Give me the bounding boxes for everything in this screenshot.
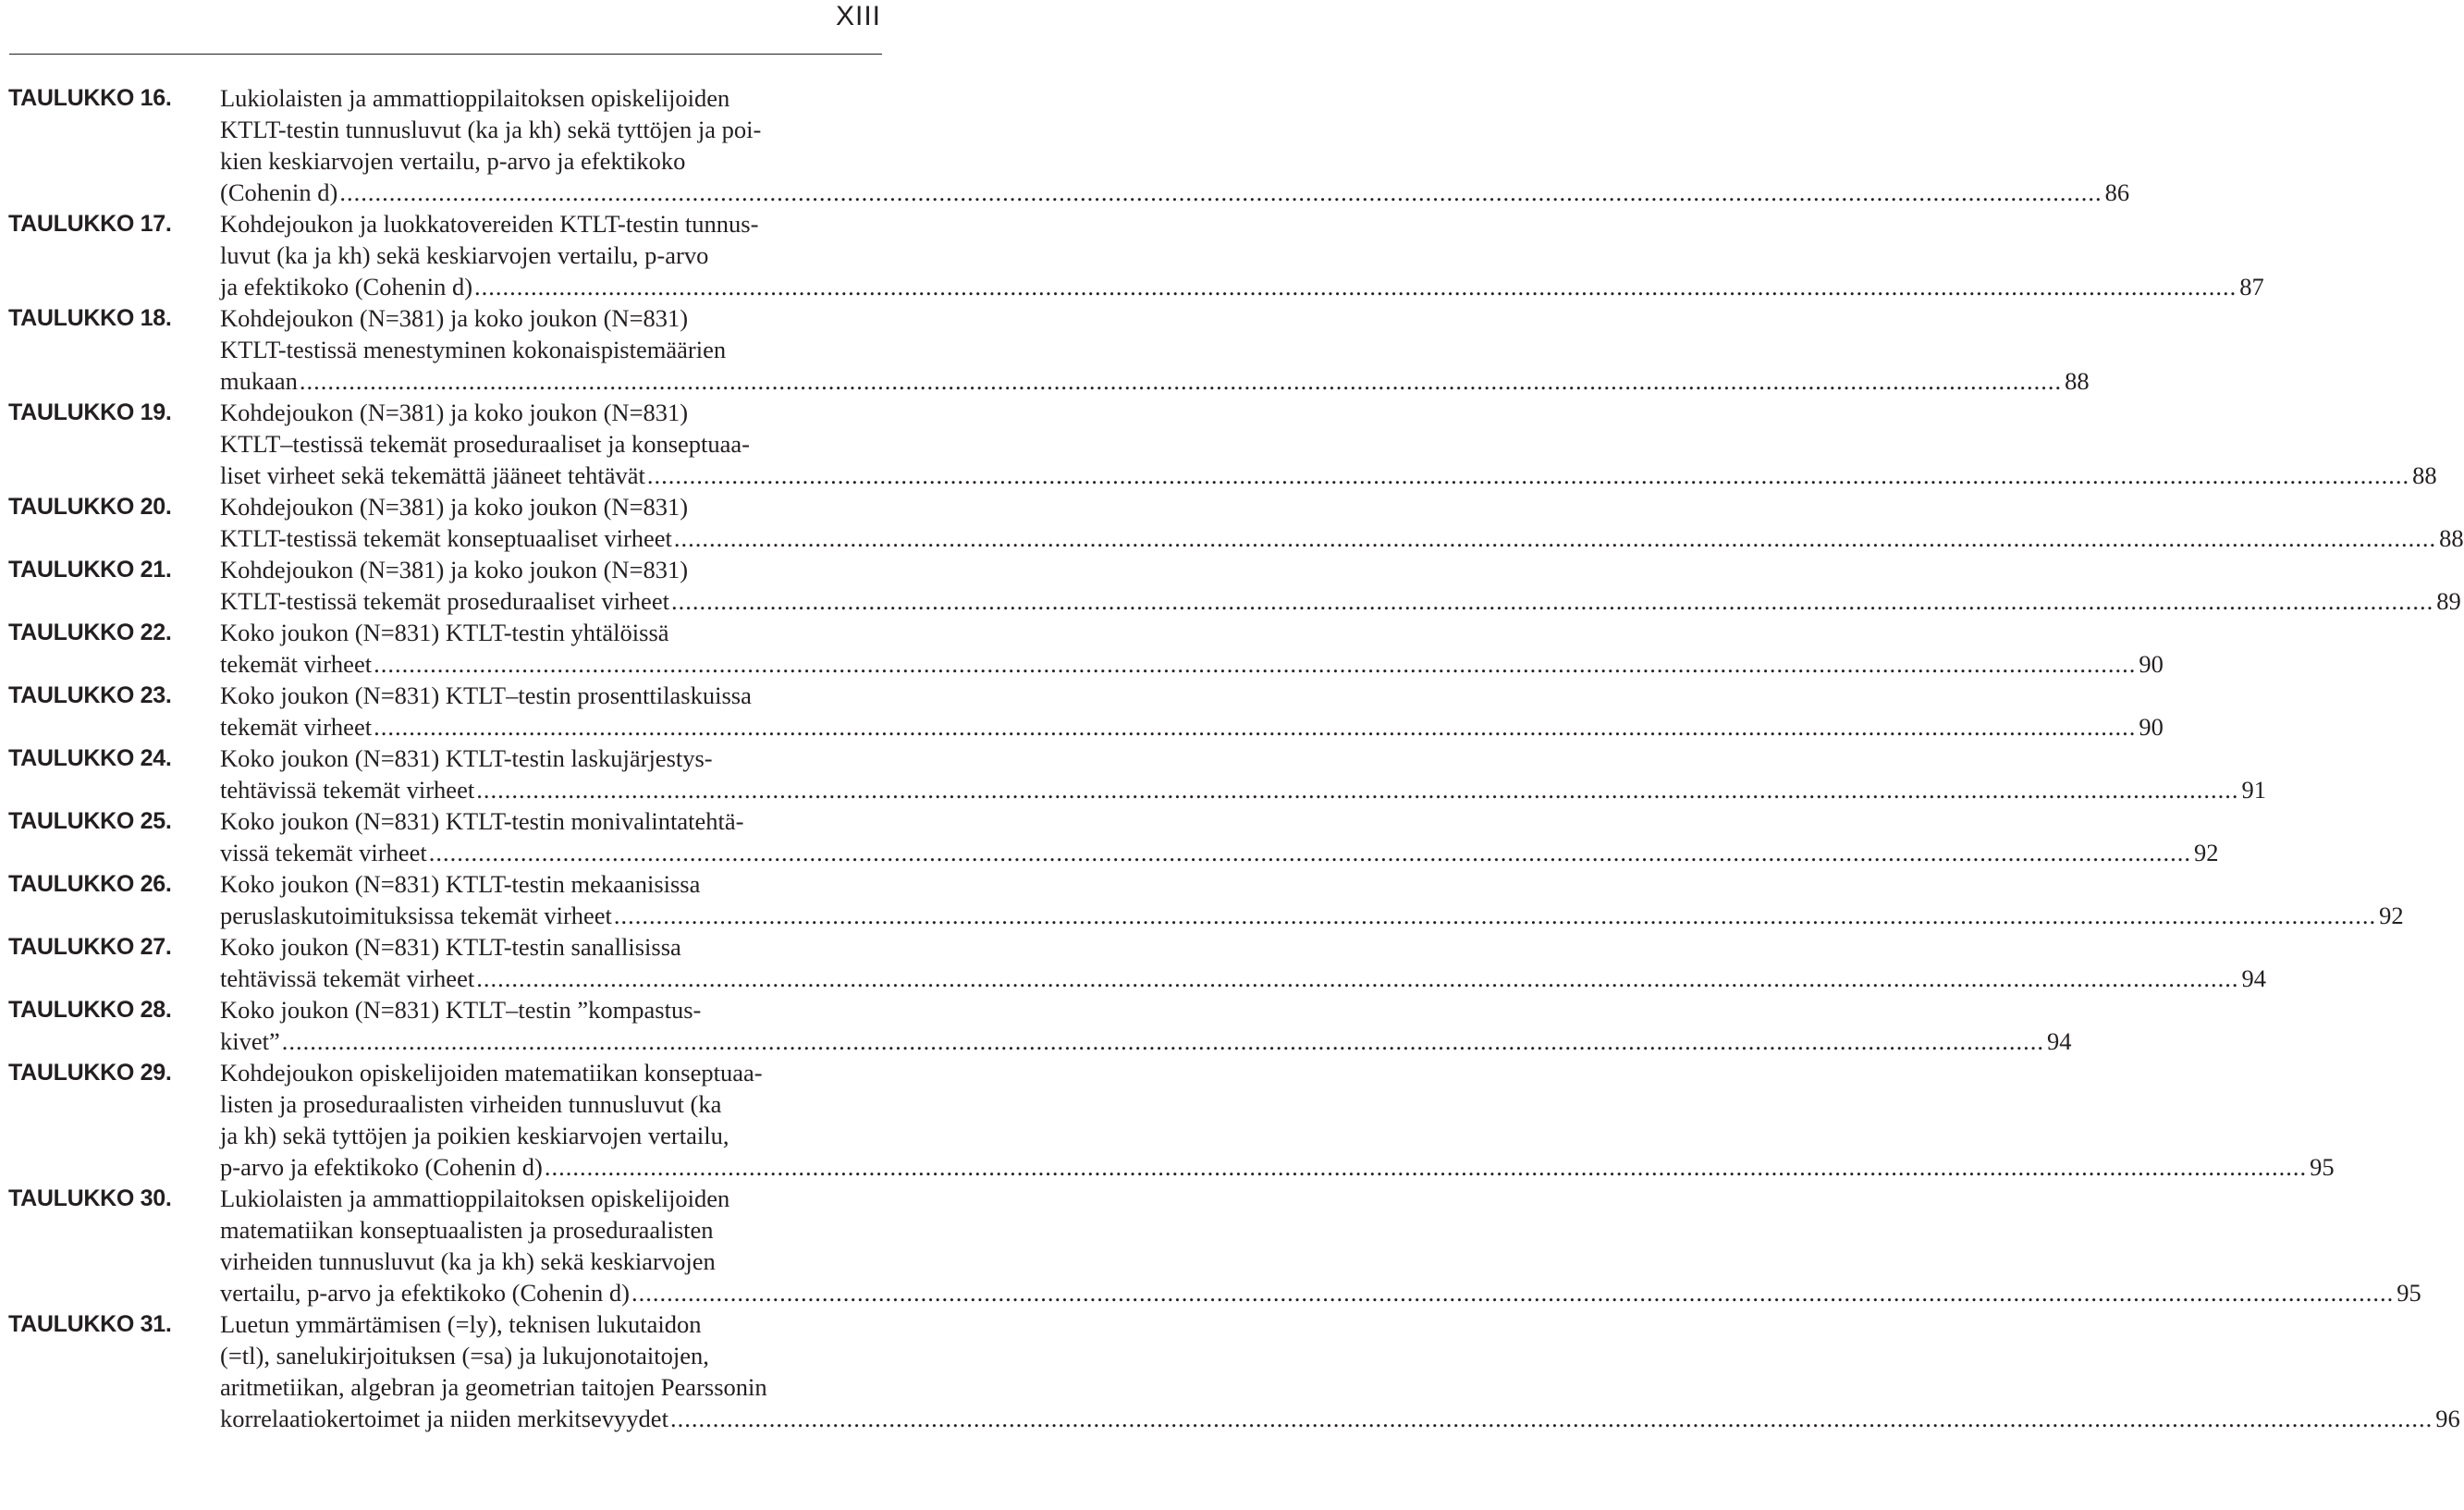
toc-entry: [8, 491, 2464, 554]
caption-text: virheiden tunnusluvut (ka ja kh) sekä keskiarvojen: [220, 1247, 716, 1275]
caption-line: [220, 1277, 2421, 1308]
caption-line: [220, 1183, 2421, 1214]
caption-text: Kohdejoukon ja luokkatovereiden KTLT-testin tunnus-: [220, 210, 759, 238]
caption-line: [220, 1214, 2421, 1246]
table-label: TAULUKKO 24.: [8, 745, 172, 771]
toc-entry: [8, 1308, 2460, 1434]
caption-text: peruslaskutoimituksissa tekemät virheet: [220, 902, 612, 929]
caption-text: aritmetiikan, algebran ja geometrian taitojen Pearssonin: [220, 1373, 767, 1401]
caption-text: p-arvo ja efektikoko (Cohenin d): [220, 1153, 543, 1181]
table-caption: [220, 617, 2164, 680]
header-rule: [9, 54, 882, 55]
toc-entry: [8, 1183, 2421, 1308]
caption-line: [220, 1246, 2421, 1277]
caption-line: [220, 271, 2264, 302]
caption-text: listen ja proseduraalisten virheiden tunnusluvut (ka: [220, 1090, 722, 1118]
table-label: TAULUKKO 17.: [8, 211, 172, 237]
caption-line: [220, 177, 2129, 208]
caption-text: Koko joukon (N=831) KTLT-testin monivalintatehtä-: [220, 807, 744, 835]
toc-entry: [8, 617, 2164, 680]
caption-text: liset virheet sekä tekemättä jääneet tehtävät: [220, 461, 645, 489]
table-label: TAULUKKO 28.: [8, 997, 172, 1023]
caption-line: [220, 711, 2164, 743]
caption-line: [220, 460, 2437, 491]
caption-line: [220, 900, 2404, 931]
table-label: TAULUKKO 18.: [8, 305, 172, 331]
dot-leader: [476, 774, 2238, 805]
page-ref: 88: [2065, 367, 2090, 395]
caption-text: korrelaatiokertoimet ja niiden merkitsevyydet: [220, 1405, 668, 1432]
table-label: TAULUKKO 25.: [8, 808, 172, 834]
table-label: TAULUKKO 23.: [8, 682, 172, 708]
caption-text: Koko joukon (N=831) KTLT-testin yhtälöissä: [220, 619, 669, 646]
table-caption: [220, 302, 2090, 397]
caption-line: [220, 868, 2404, 900]
table-caption: [220, 994, 2072, 1057]
caption-line: [220, 145, 2129, 177]
table-caption: [220, 1057, 2335, 1183]
caption-text: Koko joukon (N=831) KTLT–testin prosenttilaskuissa: [220, 681, 752, 709]
caption-line: [220, 1151, 2335, 1183]
table-caption: [220, 1183, 2421, 1308]
caption-line: [220, 208, 2264, 239]
caption-line: [220, 1025, 2072, 1057]
caption-text: tehtävissä tekemät virheet: [220, 776, 475, 804]
table-caption: [220, 208, 2264, 302]
table-caption: [220, 868, 2404, 931]
table-caption: [220, 805, 2218, 868]
caption-text: KTLT-testin tunnusluvut (ka ja kh) sekä tyttöjen ja poi-: [220, 116, 762, 143]
table-label: TAULUKKO 31.: [8, 1311, 172, 1337]
caption-line: [220, 994, 2072, 1025]
table-label: TAULUKKO 26.: [8, 871, 172, 897]
caption-text: kien keskiarvojen vertailu, p-arvo ja efektikoko: [220, 147, 686, 175]
table-caption: [220, 1308, 2460, 1434]
caption-line: [220, 837, 2218, 868]
dot-leader: [476, 963, 2238, 994]
caption-line: [220, 1403, 2460, 1434]
caption-line: [220, 1057, 2335, 1088]
caption-text: kivet”: [220, 1027, 280, 1055]
caption-line: [220, 82, 2129, 114]
caption-line: [220, 1308, 2460, 1340]
toc-entry: [8, 208, 2264, 302]
page-ref: 91: [2241, 776, 2266, 804]
table-caption: [220, 554, 2461, 617]
caption-text: Kohdejoukon (N=381) ja koko joukon (N=831): [220, 399, 689, 426]
page-ref: 89: [2436, 587, 2461, 615]
toc-entry: [8, 302, 2090, 397]
dot-leader: [300, 365, 2062, 397]
caption-text: Lukiolaisten ja ammattioppilaitoksen opiskelijoiden: [220, 84, 730, 112]
caption-line: [220, 617, 2164, 648]
caption-line: [220, 1120, 2335, 1151]
caption-line: [220, 1371, 2460, 1403]
page-ref: 96: [2435, 1405, 2460, 1432]
caption-line: [220, 491, 2464, 522]
dot-leader: [614, 900, 2376, 931]
dot-leader: [631, 1277, 2394, 1308]
table-label: TAULUKKO 21.: [8, 557, 172, 583]
toc-entry: [8, 868, 2404, 931]
toc-entry: [8, 931, 2266, 994]
page-ref: 94: [2241, 964, 2266, 992]
caption-text: Koko joukon (N=831) KTLT–testin ”kompastus-: [220, 996, 702, 1024]
caption-text: Koko joukon (N=831) KTLT-testin laskujärjestys-: [220, 744, 713, 772]
caption-text: tekemät virheet: [220, 713, 373, 741]
dot-leader: [674, 522, 2436, 554]
caption-text: Lukiolaisten ja ammattioppilaitoksen opiskelijoiden: [220, 1185, 730, 1212]
caption-line: [220, 397, 2437, 428]
page-ref: 90: [2139, 713, 2164, 741]
caption-line: [220, 334, 2090, 365]
page-ref: 95: [2397, 1279, 2421, 1307]
page-ref: 88: [2412, 461, 2437, 489]
page-ref: 88: [2439, 524, 2464, 552]
page-ref: 95: [2310, 1153, 2335, 1181]
toc-entry: [8, 994, 2072, 1057]
table-label: TAULUKKO 27.: [8, 934, 172, 960]
page-ref: 90: [2139, 650, 2164, 678]
dot-leader: [429, 837, 2191, 868]
toc-entry: [8, 1057, 2335, 1183]
caption-text: KTLT-testissä tekemät konseptuaaliset virheet: [220, 524, 672, 552]
toc-entry: [8, 743, 2266, 805]
table-label: TAULUKKO 22.: [8, 620, 172, 645]
table-caption: [220, 931, 2266, 994]
caption-text: KTLT-testissä menestyminen kokonaispistemäärien: [220, 336, 727, 363]
caption-line: [220, 428, 2437, 460]
table-caption: [220, 743, 2266, 805]
toc-entry: [8, 397, 2437, 491]
caption-text: mukaan: [220, 367, 298, 395]
table-caption: [220, 82, 2129, 208]
caption-text: Koko joukon (N=831) KTLT-testin sanallisissa: [220, 933, 681, 961]
table-label: TAULUKKO 30.: [8, 1185, 172, 1211]
page-ref: 86: [2104, 178, 2130, 206]
caption-line: [220, 1088, 2335, 1120]
caption-text: (=tl), sanelukirjoituksen (=sa) ja lukujonotaitojen,: [220, 1342, 709, 1369]
caption-line: [220, 774, 2266, 805]
dot-leader: [374, 648, 2136, 680]
caption-line: [220, 1340, 2460, 1371]
table-label: TAULUKKO 19.: [8, 399, 172, 425]
caption-text: KTLT–testissä tekemät proseduraaliset ja konseptuaa-: [220, 430, 751, 458]
caption-line: [220, 680, 2164, 711]
table-label: TAULUKKO 16.: [8, 85, 172, 111]
toc-entry: [8, 82, 2130, 208]
toc-entry: [8, 680, 2164, 743]
caption-line: [220, 585, 2461, 617]
caption-text: Kohdejoukon (N=381) ja koko joukon (N=831): [220, 556, 689, 583]
caption-text: matematiikan konseptuaalisten ja proseduraalisten: [220, 1216, 714, 1244]
caption-line: [220, 302, 2090, 334]
table-label: TAULUKKO 29.: [8, 1060, 172, 1086]
dot-leader: [670, 1403, 2433, 1434]
caption-text: tehtävissä tekemät virheet: [220, 964, 475, 992]
caption-text: Kohdejoukon opiskelijoiden matematiikan konseptuaa-: [220, 1059, 763, 1086]
page-ref: 87: [2239, 273, 2264, 301]
caption-text: KTLT-testissä tekemät proseduraaliset virheet: [220, 587, 669, 615]
caption-text: vissä tekemät virheet: [220, 839, 427, 866]
caption-line: [220, 963, 2266, 994]
table-caption: [220, 680, 2164, 743]
caption-text: ja efektikoko (Cohenin d): [220, 273, 473, 301]
dot-leader: [545, 1151, 2307, 1183]
caption-text: Kohdejoukon (N=381) ja koko joukon (N=831): [220, 493, 689, 521]
table-of-contents: [8, 82, 2464, 1434]
dot-leader: [374, 711, 2136, 743]
caption-text: ja kh) sekä tyttöjen ja poikien keskiarvojen vertailu,: [220, 1122, 729, 1149]
caption-line: [220, 365, 2090, 397]
caption-text: tekemät virheet: [220, 650, 373, 678]
table-label: TAULUKKO 20.: [8, 494, 172, 520]
dot-leader: [671, 585, 2433, 617]
dot-leader: [282, 1025, 2044, 1057]
dot-leader: [339, 177, 2102, 208]
page-ref: 94: [2047, 1027, 2072, 1055]
dot-leader: [474, 271, 2237, 302]
caption-line: [220, 554, 2461, 585]
table-caption: [220, 397, 2437, 491]
caption-text: Kohdejoukon (N=381) ja koko joukon (N=831): [220, 304, 689, 332]
page-ref: 92: [2193, 839, 2219, 866]
caption-line: [220, 114, 2129, 145]
caption-line: [220, 522, 2464, 554]
page-number: XIII: [835, 1, 881, 31]
caption-line: [220, 648, 2164, 680]
page-ref: 92: [2379, 902, 2404, 929]
caption-line: [220, 743, 2266, 774]
table-caption: [220, 491, 2464, 554]
caption-text: luvut (ka ja kh) sekä keskiarvojen vertailu, p-arvo: [220, 241, 709, 269]
caption-text: (Cohenin d): [220, 178, 338, 206]
caption-line: [220, 239, 2264, 271]
caption-text: vertailu, p-arvo ja efektikoko (Cohenin d): [220, 1279, 630, 1307]
dot-leader: [647, 460, 2409, 491]
caption-text: Koko joukon (N=831) KTLT-testin mekaanisissa: [220, 870, 701, 898]
caption-text: Luetun ymmärtämisen (=ly), teknisen lukutaidon: [220, 1310, 702, 1338]
caption-line: [220, 931, 2266, 963]
toc-entry: [8, 805, 2219, 868]
toc-entry: [8, 554, 2461, 617]
caption-line: [220, 805, 2218, 837]
